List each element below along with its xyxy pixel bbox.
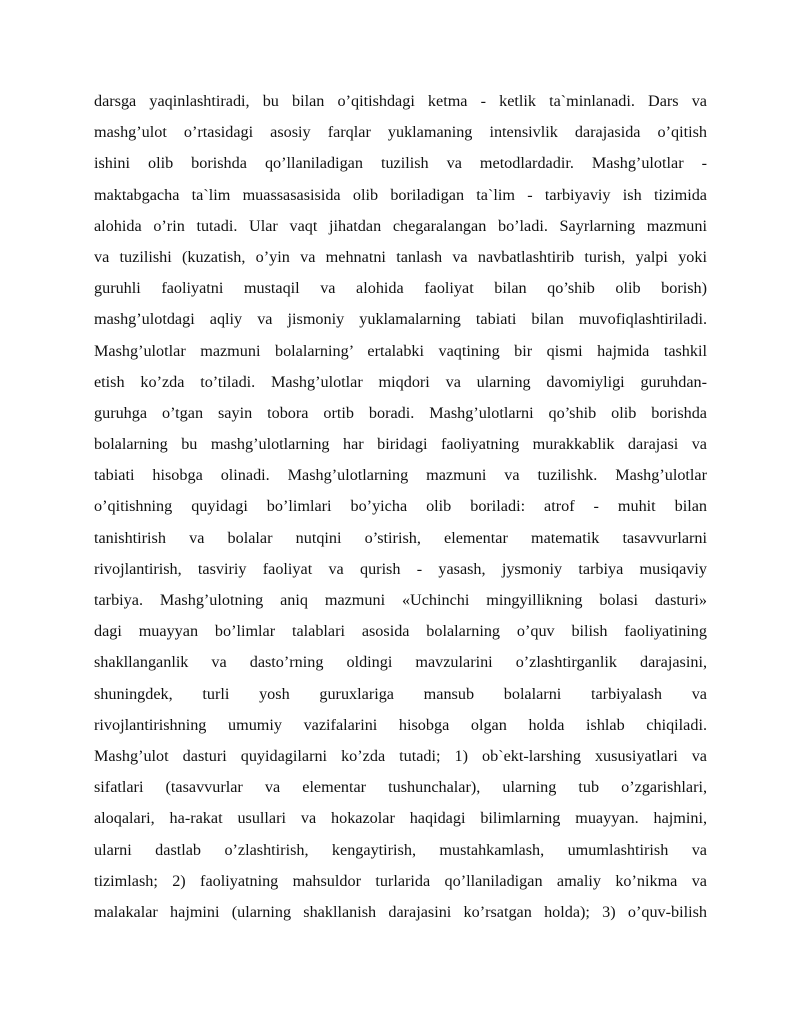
text-line: shakllanganlik va dasto’rning oldingi mavzularini o’zlashtirganlik darajasini, [94, 653, 707, 672]
text-line: rivojlantirishning umumiy vazifalarini hisobga olgan holda ishlab chiqiladi. [94, 715, 707, 734]
text-line: tabiati hisobga olinadi. Mashg’ulotlarning mazmuni va tuzilishk. Mashg’ulotlar [94, 466, 707, 485]
text-line: bolalarning bu mashg’ulotlarning har biridagi faoliyatning murakkablik darajasi va [94, 435, 707, 454]
text-line: darsga yaqinlashtiradi, bu bilan o’qitishdagi ketma - ketlik ta`minlanadi. Dars va [94, 92, 707, 110]
text-line: maktabgacha ta`lim muassasasisida olib boriladigan ta`lim - tarbiyaviy ish tizimida [94, 185, 707, 204]
text-line: sifatlari (tasavvurlar va elementar tushunchalar), ularning tub o’zgarishlari, [94, 778, 707, 797]
text-line: Mashg’ulotlar mazmuni bolalarning’ ertalabki vaqtining bir qismi hajmida tashkil [94, 341, 707, 360]
text-line: dagi muayyan bo’limlar talablari asosida bolalarning o’quv bilish faoliyatining [94, 622, 707, 641]
text-line: Mashg’ulot dasturi quyidagilarni ko’zda tutadi; 1) ob`ekt-larshing xususiyatlari va [94, 746, 707, 765]
text-line: mashg’ulot o’rtasidagi asosiy farqlar yuklamaning intensivlik darajasida o’qitish [94, 123, 707, 142]
text-line: guruhga o’tgan sayin tobora ortib boradi. Mashg’ulotlarni qo’shib olib borishda [94, 403, 707, 422]
text-line: shuningdek, turli yosh guruxlariga mansub bolalarni tarbiyalash va [94, 684, 707, 703]
text-line: tarbiya. Mashg’ulotning aniq mazmuni «Uchinchi mingyillikning bolasi dasturi» [94, 591, 707, 609]
text-line: o’qitishning quyidagi bo’limlari bo’yicha olib boriladi: atrof - muhit bilan [94, 497, 707, 516]
text-line: ishini olib borishda qo’llaniladigan tuzilish va metodlardadir. Mashg’ulotlar - [94, 154, 707, 173]
text-line: etish ko’zda to’tiladi. Mashg’ulotlar miqdori va ularning davomiyligi guruhdan- [94, 372, 707, 391]
text-line: aloqalari, ha-rakat usullari va hokazolar haqidagi bilimlarning muayyan. hajmini, [94, 809, 707, 828]
text-line: mashg’ulotdagi aqliy va jismoniy yuklamalarning tabiati bilan muvofiqlashtiriladi. [94, 310, 707, 329]
text-line: malakalar hajmini (ularning shakllanish darajasini ko’rsatgan holda); 3) o’quv-bilish [94, 902, 707, 921]
text-line: rivojlantirish, tasviriy faoliyat va qurish - yasash, jysmoniy tarbiya musiqaviy [94, 559, 707, 578]
text-line: tizimlash; 2) faoliyatning mahsuldor turlarida qo’llaniladigan amaliy ko’nikma va [94, 871, 707, 890]
text-line: ularni dastlab o’zlashtirish, kengaytirish, mustahkamlash, umumlashtirish va [94, 840, 707, 859]
text-line: guruhli faoliyatni mustaqil va alohida faoliyat bilan qo’shib olib borish) [94, 279, 707, 298]
text-line: va tuzilishi (kuzatish, o’yin va mehnatni tanlash va navbatlashtirib turish, yalpi yoki [94, 247, 707, 266]
text-line: alohida o’rin tutadi. Ular vaqt jihatdan chegaralangan bo’ladi. Sayrlarning mazmuni [94, 216, 707, 235]
body-text [94, 86, 707, 928]
text-line: tanishtirish va bolalar nutqini o’stirish, elementar matematik tasavvurlarni [94, 528, 707, 547]
